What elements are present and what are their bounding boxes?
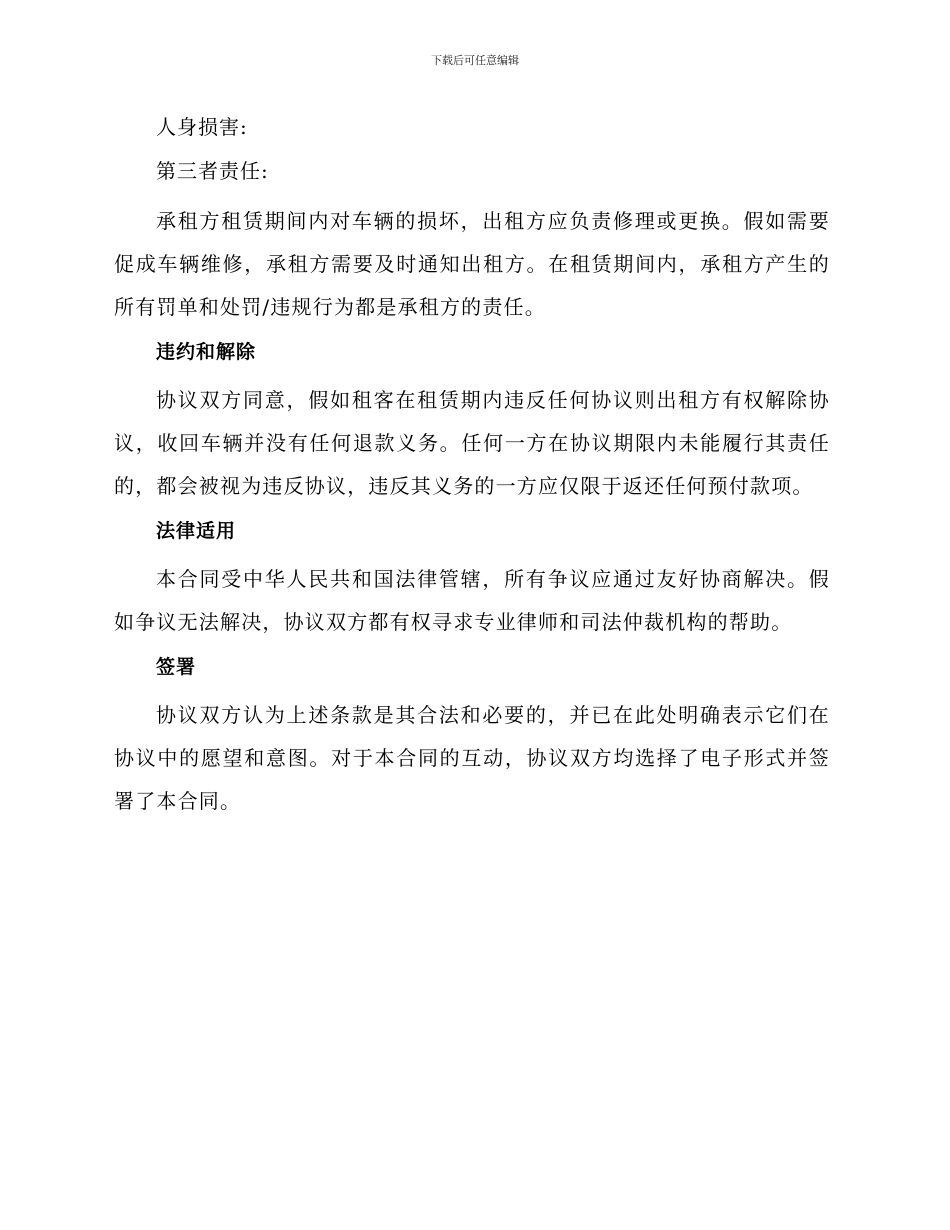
third-party-liability-line: 第三者责任: xyxy=(156,159,269,183)
section-heading-signature: 签署 xyxy=(156,656,197,678)
document-body xyxy=(114,112,830,831)
section-heading-breach: 违约和解除 xyxy=(156,341,257,363)
section-heading-governing-law: 法律适用 xyxy=(156,520,237,542)
section-text-breach: 协议双方同意，假如租客在租赁期内违反任何协议则出租方有权解除协议，收回车辆并没有任何退款义务。任何一方在协议期限内未能履行其责任的，都会被视为违反协议，违反其义务的一方应仅限于返还任何预付款项。 xyxy=(114,388,830,498)
section-text-governing-law: 本合同受中华人民共和国法律管辖，所有争议应通过友好协商解决。假如争议无法解决，协议双方都有权寻求专业律师和司法仲裁机构的帮助。 xyxy=(114,567,830,634)
vehicle-damage-paragraph: 承租方租赁期间内对车辆的损坏，出租方应负责修理或更换。假如需要促成车辆维修，承租方需要及时通知出租方。在租赁期间内，承租方产生的所有罚单和处罚/违规行为都是承租方的责任。 xyxy=(114,209,830,319)
section-text-signature: 协议双方认为上述条款是其合法和必要的，并已在此处明确表示它们在协议中的愿望和意图。对于本合同的互动，协议双方均选择了电子形式并签署了本合同。 xyxy=(114,703,830,813)
page-header: 下载后可任意编辑 xyxy=(431,54,519,67)
personal-injury-line: 人身损害: xyxy=(156,115,248,139)
